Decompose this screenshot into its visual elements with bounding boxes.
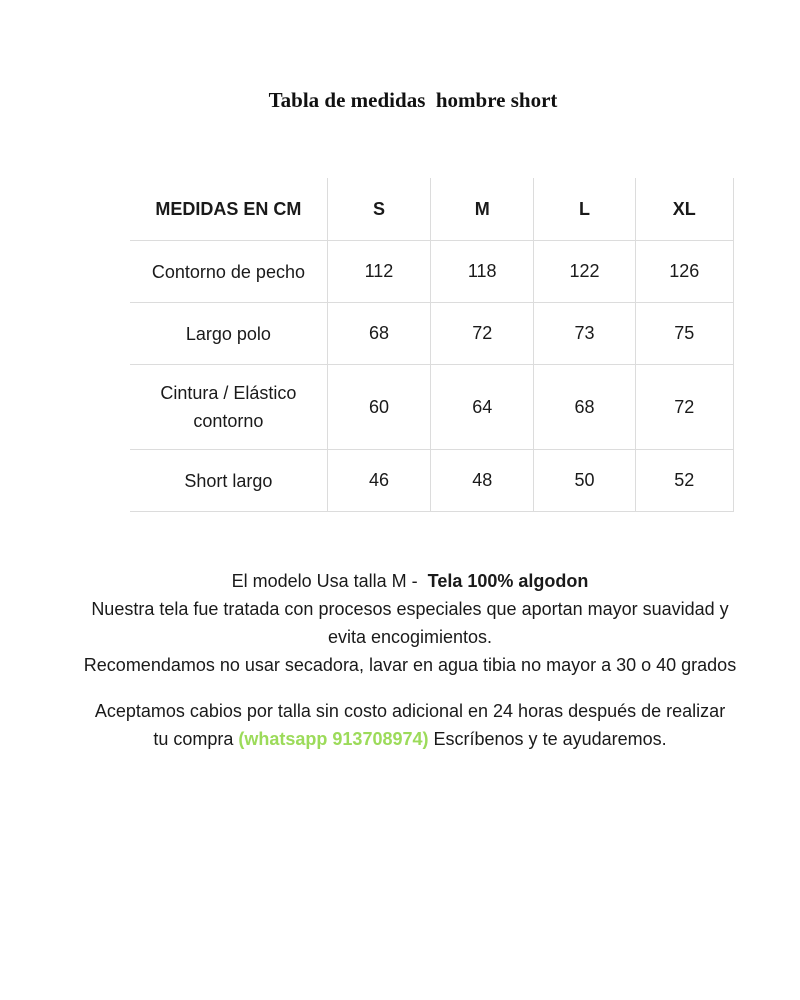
row-label: Largo polo (130, 303, 327, 365)
exchange-suffix: Escríbenos y te ayudaremos. (428, 729, 667, 749)
header-size-m: M (431, 178, 534, 241)
row-label (130, 365, 327, 450)
whatsapp-link[interactable]: (whatsapp 913708974) (238, 729, 429, 749)
header-size-xl: XL (635, 178, 733, 241)
fabric-composition: Tela 100% algodon (427, 571, 589, 591)
table-cell: 52 (635, 450, 733, 512)
table-row (130, 241, 734, 303)
row-label-line-1: Cintura / Elástico (160, 383, 297, 403)
model-size-note (40, 567, 780, 595)
exchange-note-line-2 (40, 725, 780, 753)
row-label: Short largo (130, 450, 327, 512)
treatment-note-line-1: Nuestra tela fue tratada con procesos especiales que aportan mayor suavidad y (91, 599, 729, 619)
table-row (130, 365, 734, 450)
size-chart-table (130, 178, 734, 512)
page-title: Tabla de medidas hombre short (268, 88, 558, 112)
treatment-note-line-2: evita encogimientos. (327, 627, 493, 647)
header-size-l: L (534, 178, 635, 241)
table-cell: 68 (327, 303, 430, 365)
table-row (130, 450, 734, 512)
table-cell: 64 (431, 365, 534, 450)
product-notes (40, 567, 780, 753)
table-cell: 68 (534, 365, 635, 450)
row-label: Contorno de pecho (130, 241, 327, 303)
table-cell: 50 (534, 450, 635, 512)
table-cell: 60 (327, 365, 430, 450)
row-label-line-2: contorno (193, 411, 264, 431)
table-cell: 72 (635, 365, 733, 450)
exchange-prefix: tu compra (153, 729, 239, 749)
table-row (130, 303, 734, 365)
table-cell: 118 (431, 241, 534, 303)
table-cell: 72 (431, 303, 534, 365)
table-cell: 112 (327, 241, 430, 303)
exchange-note-line-1: Aceptamos cabios por talla sin costo adicional en 24 horas después de realizar (94, 701, 726, 721)
table-cell: 75 (635, 303, 733, 365)
table-cell: 48 (431, 450, 534, 512)
table-header-row (130, 178, 734, 241)
model-size-text: El modelo Usa talla M - (231, 571, 428, 591)
table-cell: 73 (534, 303, 635, 365)
header-size-s: S (327, 178, 430, 241)
table-cell: 122 (534, 241, 635, 303)
table-cell: 46 (327, 450, 430, 512)
table-cell: 126 (635, 241, 733, 303)
care-note: Recomendamos no usar secadora, lavar en agua tibia no mayor a 30 o 40 grados (83, 655, 737, 675)
header-measures: MEDIDAS EN CM (130, 178, 327, 241)
